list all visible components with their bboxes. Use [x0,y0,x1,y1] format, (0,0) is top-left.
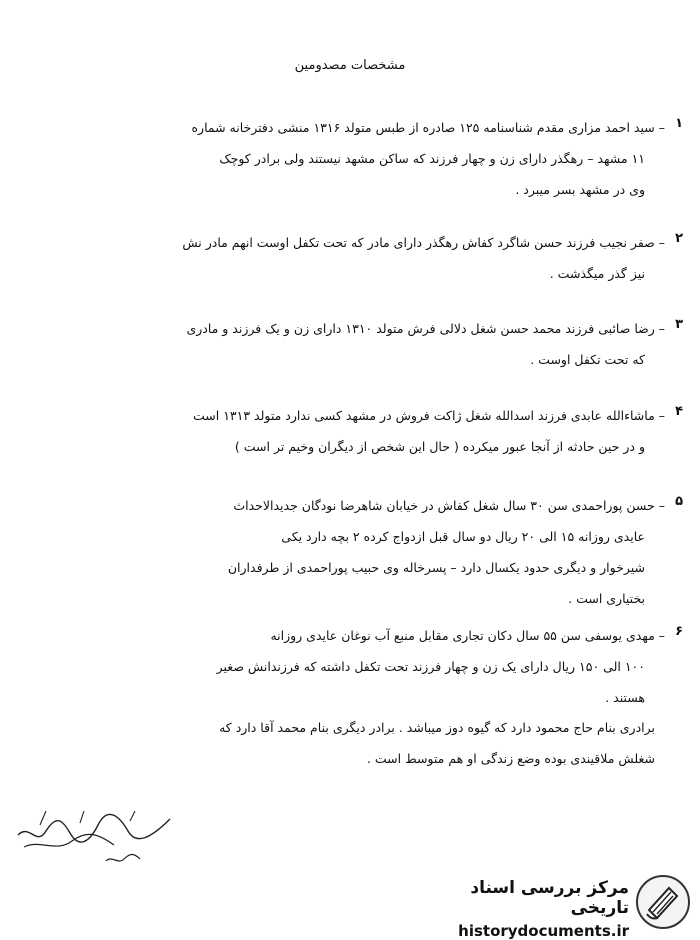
list-item [40,620,683,713]
closing-line: برادری بنام حاج محمود دارد که گیوه دوز میباشد . برادر دیگری بنام محمد آقا دارد که [219,720,655,735]
item-line: ۱۰۰ الی ۱۵۰ ریال دارای یک زن و چهار فرزند تحت تکفل داشته که فرزندانش صغیر [216,659,645,674]
item-line: نیز گذر میگذشت . [549,266,645,281]
item-line: – ماشاءالله عابدی فرزند اسدالله شغل ژاکت فروش در مشهد کسی ندارد متولد ۱۳۱۳ است [193,408,665,423]
list-item [40,313,683,375]
item-line: – مهدی یوسفی سن ۵۵ سال دکان تجاری مقابل منبع آب نوغان عایدی روزانه [270,628,665,643]
item-line: هستند . [605,690,645,705]
item-line: – سید احمد مزاری مقدم شناسنامه ۱۲۵ صادره از طبس متولد ۱۳۱۶ منشی دفترخانه شماره [191,120,665,135]
document-title: مشخصات مصدومین [294,58,406,73]
handwritten-signature [10,795,180,875]
list-item [40,112,683,205]
item-line: عایدی روزانه ۱۵ الی ۲۰ ریال دو سال قبل ازدواج کرده ۲ بچه دارد یکی [281,529,645,544]
item-line: بختیاری است . [568,591,645,606]
item-line: و در حین حادثه از آنجا عبور میکرده ( حال این شخص از دیگران وخیم تر است ) [234,439,645,454]
item-number: ۶ [675,624,683,639]
watermark-name: مرکز بررسی اسناد تاریخی [470,878,629,918]
item-number: ۲ [675,231,683,246]
item-line: – صفر نجیب فرزند حسن شاگرد کفاش رهگذر دارای مادر که تحت تکفل اوست انهم مادر نش [182,235,665,250]
closing-line: شغلش ملاقیندی بوده وضع زندگی او هم متوسط است . [366,751,655,766]
list-item [40,227,683,289]
item-line: که تحت تکفل اوست . [530,352,645,367]
item-number: ۳ [675,317,683,332]
item-line: ۱۱ مشهد – رهگذر دارای زن و چهار فرزند که ساکن مشهد نیستند ولی برادر کوچک [219,151,645,166]
item-number: ۱ [675,116,683,131]
item-line: – حسن پوراحمدی سن ۳۰ سال شغل کفاش در خیابان شاهرضا نودگان جدیدالاحداث [233,498,665,513]
document-scroll-icon [635,874,691,930]
item-line: شیرخوار و دیگری حدود یکسال دارد – پسرخاله وی حبیب پوراحمدی از طرفداران [227,560,645,575]
archive-watermark [410,870,695,940]
item-number: ۴ [675,404,683,419]
list-item [40,400,683,462]
item-line: وی در مشهد بسر میبرد . [515,182,645,197]
closing-paragraph [40,712,655,774]
item-number: ۵ [675,494,683,509]
item-line: – رضا صائبی فرزند محمد حسن شغل دلالی فرش متولد ۱۳۱۰ دارای زن و یک فرزند و مادری [186,321,665,336]
watermark-url: historydocuments.ir [458,922,629,940]
list-item [40,490,683,614]
